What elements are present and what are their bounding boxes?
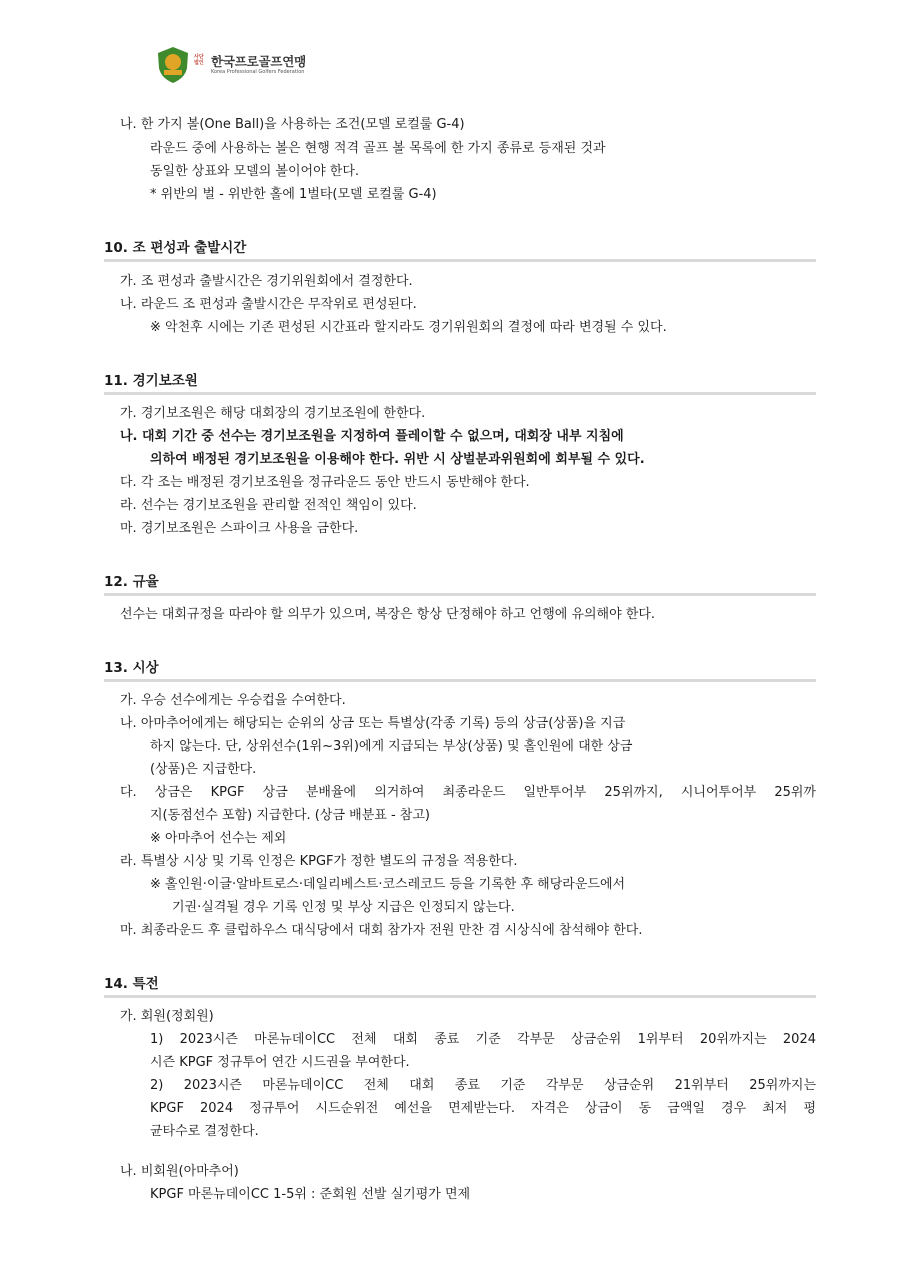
body-line: (상품)은 지급한다. — [150, 762, 257, 777]
section-divider — [104, 259, 816, 262]
body-line-bold: 의하여 배정된 경기보조원을 이용해야 한다. 위반 시 상벌분과위원회에 회부될 수 있다. — [150, 452, 645, 467]
section-heading: 11. 경기보조원 — [104, 373, 198, 389]
shield-emblem-icon — [156, 46, 190, 84]
body-line: KPGF 마론뉴데이CC 1-5위 : 준회원 선발 실기평가 면제 — [150, 1187, 471, 1202]
body-line: 라운드 중에 사용하는 볼은 현행 적격 골프 볼 목록에 한 가지 종류로 등재된 것과 — [150, 141, 606, 156]
body-line: * 위반의 벌 - 위반한 홀에 1벌타(모델 로컬룰 G-4) — [150, 187, 437, 202]
body-line: 2) 2023시즌 마론뉴데이CC 전체 대회 종료 기준 각부문 상금순위 21위부터 25위까지는 — [150, 1078, 816, 1093]
body-line: 나. 한 가지 볼(One Ball)을 사용하는 조건(모델 로컬룰 G-4) — [120, 117, 465, 132]
body-line: 시즌 KPGF 정규투어 연간 시드권을 부여한다. — [150, 1055, 410, 1070]
section-divider — [104, 593, 816, 596]
body-line: 나. 비회원(아마추어) — [120, 1164, 239, 1179]
section-heading: 14. 특전 — [104, 976, 159, 992]
section-divider — [104, 679, 816, 682]
body-line: 나. 라운드 조 편성과 출발시간은 무작위로 편성된다. — [120, 297, 417, 312]
body-line: 동일한 상표와 모델의 볼이어야 한다. — [150, 164, 360, 179]
body-line: 하지 않는다. 단, 상위선수(1위~3위)에게 지급되는 부상(상품) 및 홀인원에 대한 상금 — [150, 739, 633, 754]
body-line: 다. 각 조는 배정된 경기보조원을 정규라운드 동안 반드시 동반해야 한다. — [120, 475, 530, 490]
section-heading: 13. 시상 — [104, 660, 159, 676]
body-line: 나. 아마추어에게는 해당되는 순위의 상금 또는 특별상(각종 기록) 등의 상금(상품)을 지급 — [120, 716, 626, 731]
section-divider — [104, 392, 816, 395]
logo-org-name: 한국프로골프연맹 — [211, 54, 307, 69]
body-line: 다. 상금은 KPGF 상금 분배율에 의거하여 최종라운드 일반투어부 25위까지, 시니어투어부 25위까 — [120, 785, 816, 800]
body-line: 마. 최종라운드 후 클럽하우스 대식당에서 대회 참가자 전원 만찬 겸 시상식에 참석해야 한다. — [120, 923, 643, 938]
body-line: 지(동점선수 포함) 지급한다. (상금 배분표 - 참고) — [150, 808, 430, 823]
body-line-bold: 나. 대회 기간 중 선수는 경기보조원을 지정하여 플레이할 수 없으며, 대회장 내부 지침에 — [120, 429, 624, 444]
logo-org-name-en: Korea Professional Golfers Federation — [211, 69, 305, 75]
logo-small-text: 사단 법인 — [194, 54, 204, 66]
body-line: 라. 선수는 경기보조원을 관리할 전적인 책임이 있다. — [120, 498, 417, 513]
section-heading: 12. 규율 — [104, 574, 159, 590]
body-line: 가. 회원(정회원) — [120, 1009, 214, 1024]
body-line: 1) 2023시즌 마론뉴데이CC 전체 대회 종료 기준 각부문 상금순위 1위부터 20위까지는 2024 — [150, 1032, 816, 1047]
body-line: 가. 경기보조원은 해당 대회장의 경기보조원에 한한다. — [120, 406, 426, 421]
section-divider — [104, 995, 816, 998]
body-line: ※ 홀인원·이글·알바트로스·데일리베스트·코스레코드 등을 기록한 후 해당라운드에서 — [150, 877, 626, 892]
body-line: 선수는 대회규정을 따라야 할 의무가 있으며, 복장은 항상 단정해야 하고 언행에 유의해야 한다. — [120, 607, 656, 622]
body-line: 가. 조 편성과 출발시간은 경기위원회에서 결정한다. — [120, 274, 413, 289]
section-heading: 10. 조 편성과 출발시간 — [104, 240, 247, 256]
body-line: 마. 경기보조원은 스파이크 사용을 금한다. — [120, 521, 359, 536]
body-line: KPGF 2024 정규투어 시드순위전 예선을 면제받는다. 자격은 상금이 동 금액일 경우 최저 평 — [150, 1101, 816, 1116]
body-line: 기권·실격될 경우 기록 인정 및 부상 지급은 인정되지 않는다. — [172, 900, 515, 915]
body-line: 균타수로 결정한다. — [150, 1124, 259, 1139]
federation-logo — [156, 44, 316, 88]
body-line: 라. 특별상 시상 및 기록 인정은 KPGF가 정한 별도의 규정을 적용한다. — [120, 854, 518, 869]
body-line: 가. 우승 선수에게는 우승컵을 수여한다. — [120, 693, 346, 708]
body-line: ※ 악천후 시에는 기존 편성된 시간표라 할지라도 경기위원회의 결정에 따라 변경될 수 있다. — [150, 320, 667, 335]
body-line: ※ 아마추어 선수는 제외 — [150, 831, 287, 846]
